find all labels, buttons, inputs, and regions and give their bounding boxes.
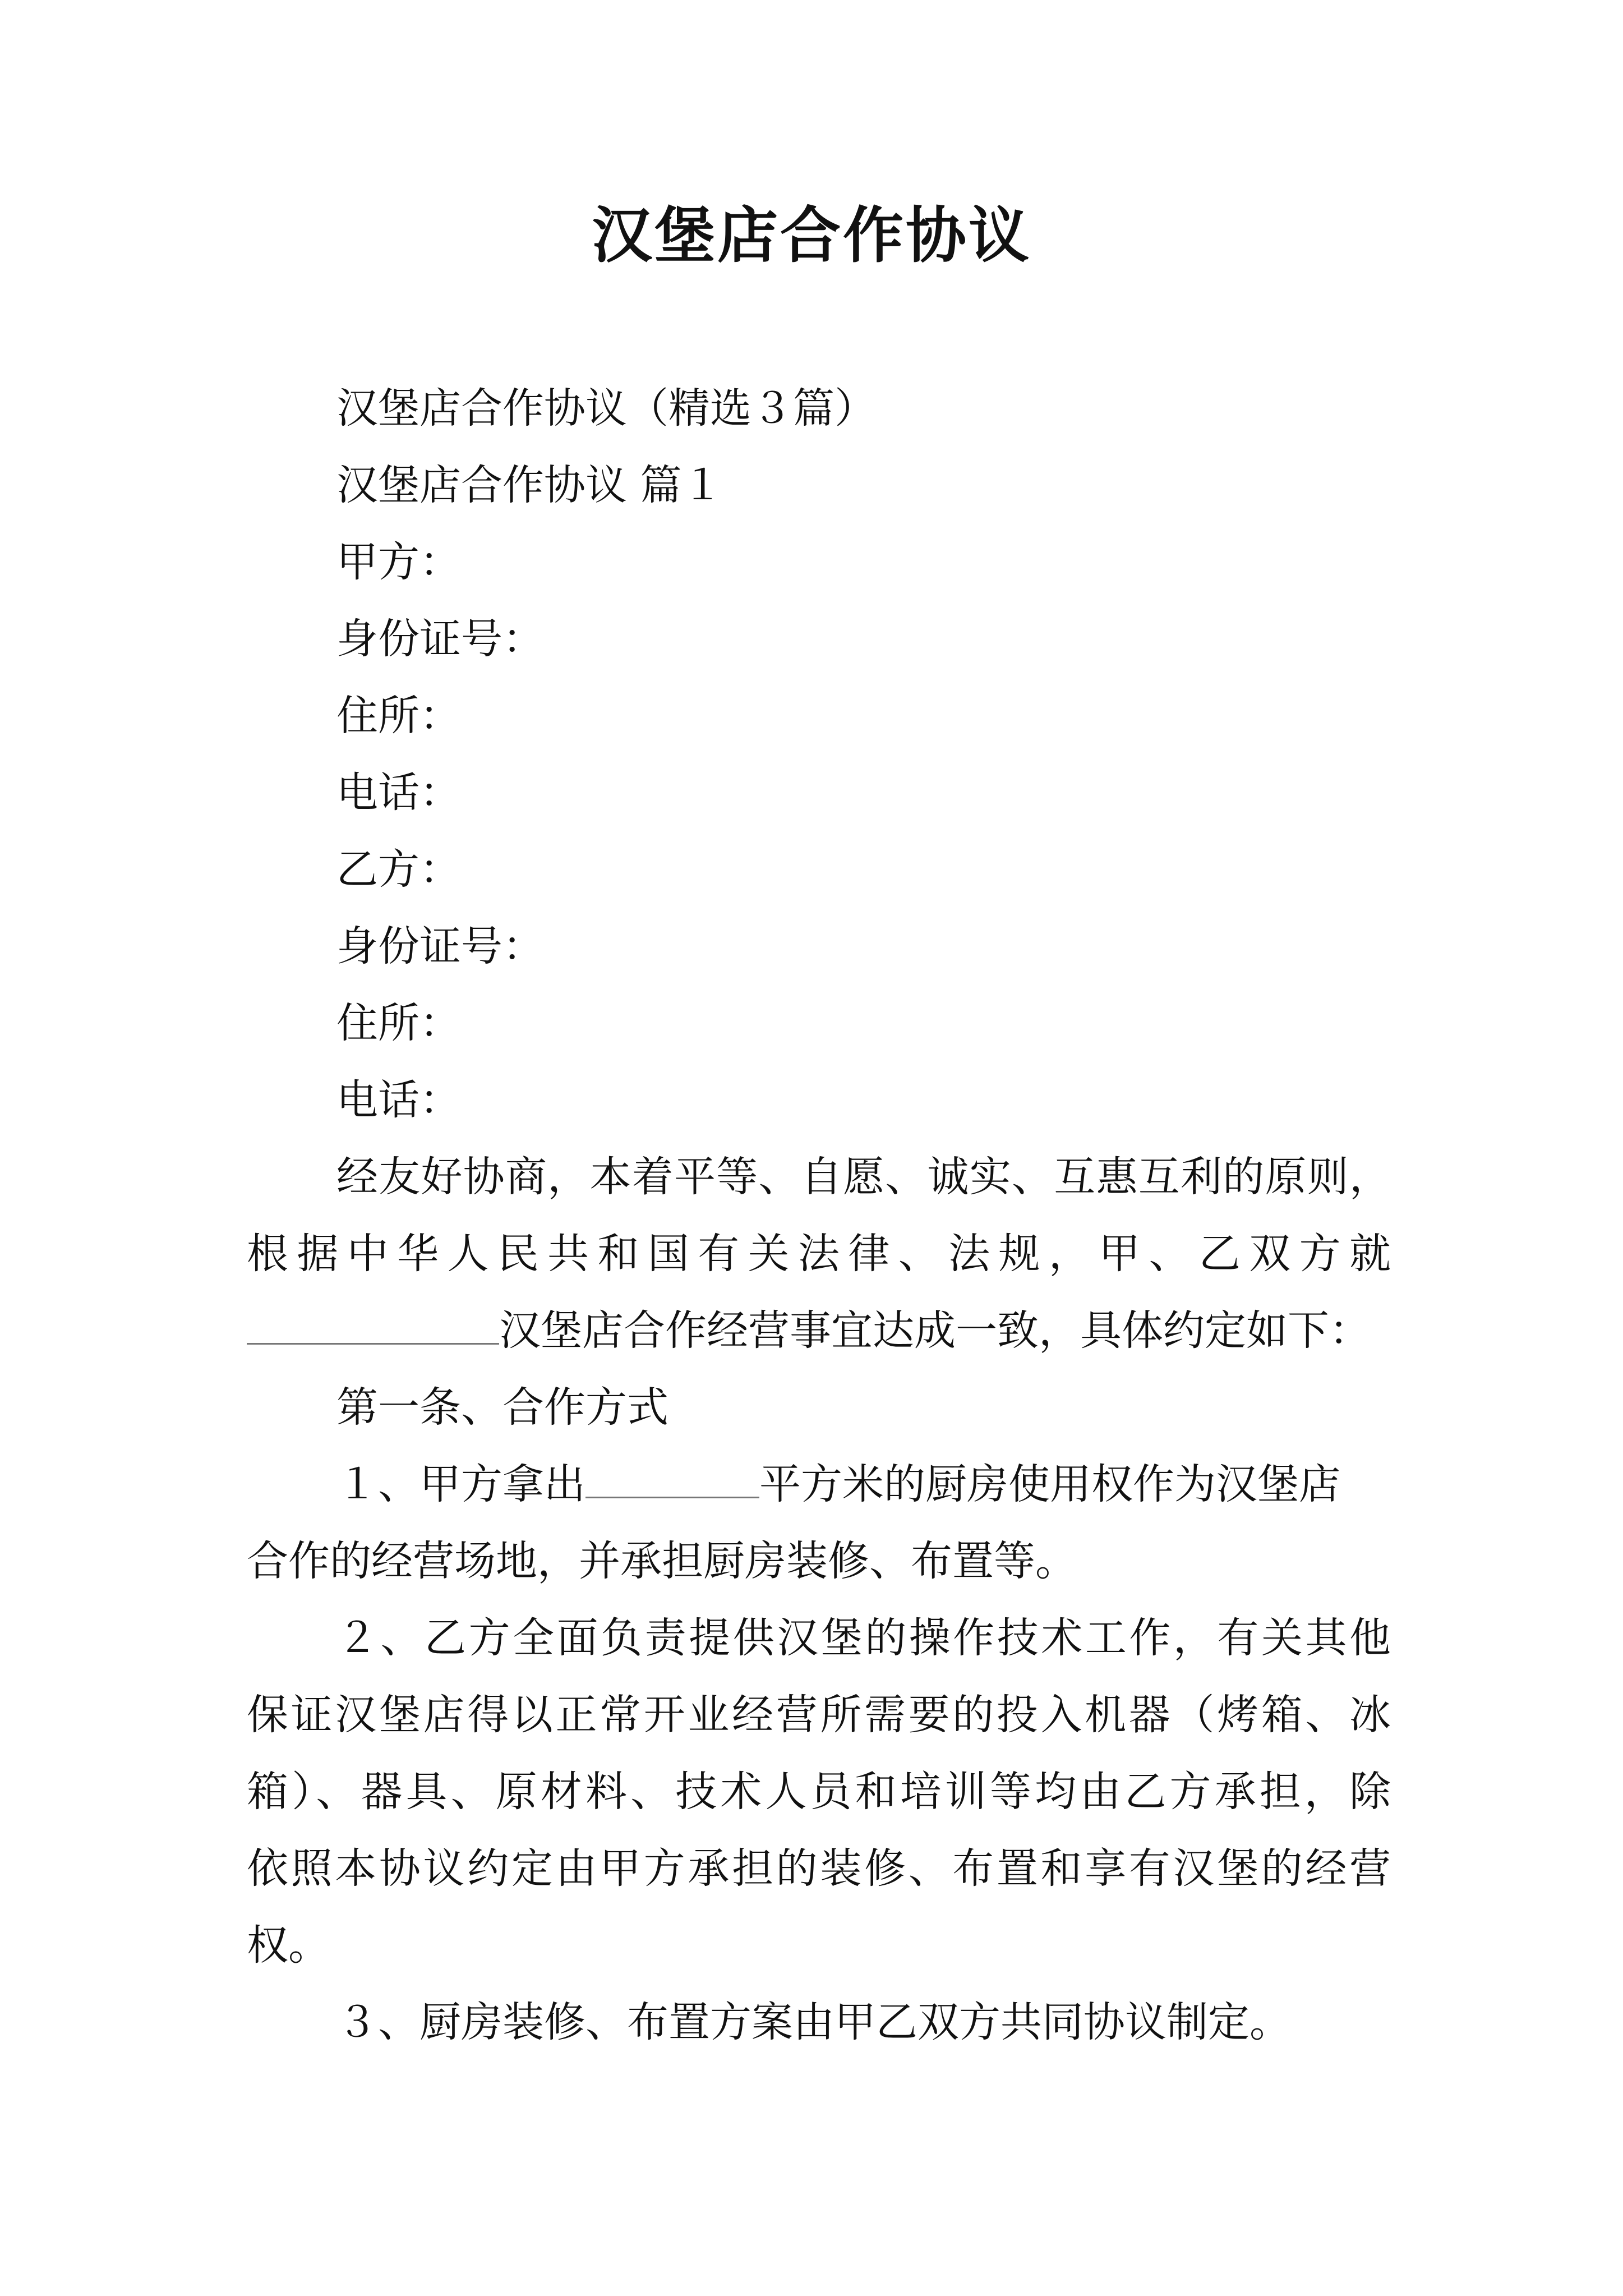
party-a-phone-label: 电话：	[336, 769, 461, 817]
clause-2-line-4: 依照本协议约定由甲方承担的装修、布置和享有汉堡的经营	[247, 1844, 1391, 1893]
subtitle: 汉堡店合作协议（精选３篇）	[336, 384, 876, 432]
clause-2-line-1: ２、乙方全面负责提供汉堡的操作技术工作，有关其他	[336, 1614, 1391, 1662]
intro-paragraph-text: 汉堡店合作经营事宜达成一致，具体约定如下：	[499, 1306, 1371, 1355]
clause-3: ３、厨房装修、布置方案由甲乙双方共同协议制定。	[336, 1998, 1291, 2046]
party-a-label: 甲方：	[336, 538, 461, 586]
clause-2-line-2: 保证汉堡店得以正常开业经营所需要的投入机器（烤箱、冰	[247, 1691, 1391, 1739]
party-a-id-label: 身份证号：	[336, 615, 544, 663]
clause-1-text-a: １、甲方拿出	[336, 1460, 585, 1508]
clause-1-line-2: 合作的经营场地，并承担厨房装修、布置等。	[247, 1537, 1077, 1585]
blank-underline	[247, 1314, 499, 1345]
blank-underline	[585, 1467, 759, 1498]
party-b-address-label: 住所：	[336, 999, 461, 1047]
intro-paragraph-line-1: 经友好协商，本着平等、自愿、诚实、互惠互利的原则，	[336, 1153, 1391, 1201]
intro-paragraph-line-2: 根据中华人民共和国有关法律、法规，甲、乙双方就	[247, 1230, 1391, 1278]
party-a-address-label: 住所：	[336, 692, 461, 740]
intro-paragraph-line-3	[247, 1292, 1391, 1369]
clause-2-line-5: 权。	[247, 1921, 330, 1970]
document-body	[247, 370, 1391, 2061]
clause-1-line-1	[247, 1446, 1391, 1523]
clause-2-line-3: 箱）、器具、原材料、技术人员和培训等均由乙方承担，除	[247, 1768, 1391, 1816]
section-heading: 汉堡店合作协议 篇１	[336, 461, 723, 509]
clause-1-text-b: 平方米的厨房使用权作为汉堡店	[759, 1460, 1340, 1508]
party-b-id-label: 身份证号：	[336, 922, 544, 970]
article-heading: 第一条、合作方式	[336, 1383, 668, 1432]
document-title: 汉堡店合作协议	[591, 200, 1031, 271]
party-b-label: 乙方：	[336, 845, 461, 894]
party-b-phone-label: 电话：	[336, 1076, 461, 1124]
